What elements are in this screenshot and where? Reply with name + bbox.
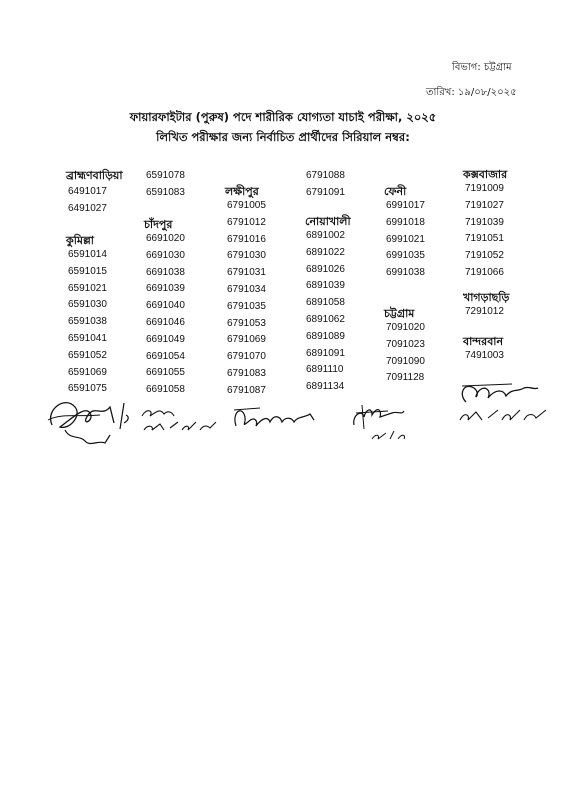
signature-5 (452, 376, 557, 428)
serial-number: 7191052 (465, 250, 504, 262)
serial-number: 7191039 (465, 216, 504, 228)
serial-number: 6791031 (227, 267, 266, 279)
serial-list-col4-top (306, 168, 345, 202)
serial-number: 6891062 (306, 313, 345, 325)
serial-number: 7091023 (386, 338, 425, 350)
serial-list-brahmanbaria (68, 184, 107, 218)
serial-number: 6991038 (386, 267, 425, 279)
serial-list-coxsbazar (465, 181, 504, 282)
serial-number: 7091128 (386, 372, 425, 384)
district-heading-khagrachari: খাগড়াছড়ি (463, 291, 510, 304)
signature-2 (138, 402, 220, 437)
serial-number: 6591038 (68, 316, 107, 328)
serial-number: 6791087 (227, 384, 266, 396)
document-subtitle: লিখিত পরীক্ষার জন্য নির্বাচিত প্রার্থীদের সিরিয়াল নম্বর: (156, 130, 410, 144)
serial-number: 6891110 (306, 364, 344, 376)
serial-number: 6691049 (146, 333, 185, 345)
district-heading-chattogram: চট্টগ্রাম (384, 307, 415, 320)
serial-number: 6491017 (68, 186, 107, 197)
serial-number: 6591014 (68, 249, 107, 260)
district-heading-lakshmipur: লক্ষীপুর (225, 185, 259, 198)
serial-number: 6491027 (68, 202, 107, 214)
serial-number: 6891091 (306, 347, 345, 359)
serial-number: 6891026 (306, 263, 345, 275)
serial-number: 6891039 (306, 280, 345, 292)
serial-number: 6791030 (227, 250, 266, 262)
serial-number: 6691058 (146, 384, 185, 396)
serial-number: 6791083 (227, 367, 266, 379)
serial-number: 6891022 (306, 246, 345, 258)
serial-list-feni (386, 198, 425, 282)
signature-4 (348, 395, 410, 445)
serial-number: 7091020 (386, 322, 425, 333)
serial-list-lakshmipur (227, 198, 266, 400)
serial-number: 6991021 (386, 233, 425, 245)
serial-number: 6991035 (386, 250, 425, 262)
serial-number: 7491003 (465, 350, 504, 361)
serial-number: 6791005 (227, 200, 266, 211)
serial-number: 6691055 (146, 367, 185, 379)
serial-number: 7091090 (386, 355, 425, 367)
serial-number: 6891058 (306, 297, 345, 309)
serial-number: 6691054 (146, 350, 185, 362)
signature-3 (230, 400, 320, 435)
serial-number: 7191027 (465, 199, 504, 211)
district-heading-chandpur: চাঁদপুর (144, 218, 173, 231)
serial-number: 6791053 (227, 317, 266, 329)
serial-number: 6691020 (146, 233, 185, 244)
serial-number: 6591069 (68, 366, 107, 378)
serial-number: 6891134 (306, 381, 345, 393)
serial-number: 6591030 (68, 299, 107, 311)
serial-number: 6591075 (68, 383, 107, 395)
district-heading-feni: ফেনী (384, 185, 407, 198)
serial-list-chandpur (146, 231, 185, 399)
signature-1 (40, 385, 135, 455)
district-heading-coxsbazar: কক্সবাজার (463, 168, 508, 181)
serial-list-noakhali (306, 228, 345, 396)
division-label: বিভাগ: চট্টগ্রাম (452, 62, 512, 73)
serial-number: 6591083 (146, 186, 185, 198)
district-heading-cumilla: কুমিল্লা (66, 234, 94, 247)
serial-list-chattogram (386, 320, 425, 387)
serial-number: 7191051 (465, 233, 504, 245)
serial-list-cumilla (68, 247, 107, 398)
serial-number: 6791069 (227, 334, 266, 346)
serial-number: 7191009 (465, 183, 504, 194)
serial-list-khagrachari (465, 304, 504, 321)
serial-number: 6691040 (146, 300, 185, 312)
serial-number: 6691046 (146, 316, 185, 328)
serial-number: 6791070 (227, 351, 266, 363)
serial-number: 6791035 (227, 300, 266, 312)
serial-number: 6791034 (227, 283, 266, 295)
serial-number: 6591078 (146, 170, 185, 181)
serial-list-bandarban (465, 348, 504, 365)
serial-number: 6691039 (146, 283, 185, 295)
serial-number: 7291012 (465, 306, 504, 317)
serial-number: 6791091 (306, 186, 345, 198)
serial-number: 6591015 (68, 265, 107, 277)
serial-number: 7191066 (465, 266, 504, 278)
serial-number: 6591021 (68, 282, 107, 294)
date-label: তারিখ: ১৯/০৮/২০২৫ (426, 87, 517, 98)
serial-number: 6591041 (68, 332, 107, 344)
serial-number: 6991017 (386, 200, 425, 211)
serial-number: 6891089 (306, 330, 345, 342)
serial-number: 6891002 (306, 230, 345, 241)
district-heading-brahmanbaria: ব্রাহ্মণবাড়িয়া (66, 169, 123, 182)
district-heading-bandarban: বান্দরবান (463, 335, 504, 348)
serial-number: 6691038 (146, 266, 185, 278)
serial-list-col2-top (146, 168, 185, 202)
serial-number: 6591052 (68, 349, 107, 361)
serial-number: 6791088 (306, 170, 345, 181)
serial-number: 6991018 (386, 216, 425, 228)
serial-number: 6791016 (227, 233, 266, 245)
document-title: ফায়ারফাইটার (পুরুষ) পদে শারীরিক যোগ্যতা যাচাই পরীক্ষা, ২০২৫ (129, 110, 437, 124)
serial-number: 6791012 (227, 216, 266, 228)
serial-number: 6691030 (146, 249, 185, 261)
district-heading-noakhali: নোয়াখালী (305, 215, 351, 228)
